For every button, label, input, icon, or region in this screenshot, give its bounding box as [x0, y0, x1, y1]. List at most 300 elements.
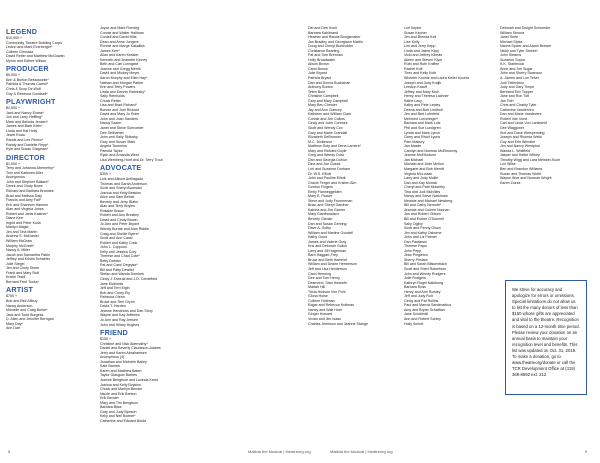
donor-name: Susan and Thomas Wolfe — [500, 171, 542, 176]
donor-name: Christine and Nick Abernathy* — [100, 341, 148, 346]
donor-name: Charles Jennison and Jeanne Stange — [308, 321, 368, 326]
donor-name: Kathe Lacy — [404, 98, 422, 103]
donor-name: Lori Kepler — [404, 26, 422, 30]
donor-name: Daniel and Beverly Claudeson-Adams — [100, 346, 161, 351]
donor-name: Thomas and Sarah Anderson — [100, 181, 147, 186]
donor-name: Ruth and Ruth Kniffen — [404, 62, 440, 67]
donor-name: Steve and Judy Frumerman — [308, 198, 353, 203]
donor-name: Holly Broadwater — [308, 57, 336, 62]
donor-name: Jacob and Samantha Pakin — [6, 252, 50, 257]
donor-name: Bertrand Eric Topper — [500, 89, 533, 94]
donor-name: Paul and Marcia Sandmarkus — [404, 303, 452, 308]
donor-name: David Reiter and Matthew McGowan — [6, 54, 65, 59]
donor-name: Mary Beu Chenier — [308, 103, 337, 108]
donor-name: Jeff and Judy Rult — [404, 294, 433, 299]
donor-name: Ann & Burton Bessolowitz* — [6, 77, 49, 82]
donor-name: Chuck and Marilyn Bender — [100, 387, 143, 392]
donor-name: Suzanne Sopra — [500, 57, 525, 62]
donor-name: Scott and Sheryl Avonsdel — [100, 186, 142, 191]
donor-name: Gary and Judy Bjorson — [100, 409, 137, 414]
donor-column-3 — [308, 26, 403, 326]
donor-name: Mary and Richard Doyle — [308, 148, 347, 153]
tier-amount: $150 + — [100, 337, 112, 342]
donor-name: Carol Henning — [308, 271, 331, 276]
tier-heading: ADVOCATE — [100, 163, 142, 173]
donor-name: Carolyn and Norman McElmurray — [404, 148, 458, 153]
donor-name: Jim and Brenda Kell — [404, 35, 437, 40]
page-number-right: 9 — [585, 449, 588, 454]
donor-name: Dee and Tom Henry — [308, 276, 340, 281]
donor-name: John and Liz Palmer — [404, 235, 437, 240]
donor-name: Rebecca Glenn — [100, 295, 125, 300]
donor-name: Margaret and Bob Merritt — [404, 166, 444, 171]
donor-name: Cheryl and Patti Mulsethy — [404, 185, 445, 190]
donor-name: Beverly and Jerry Blahs — [100, 199, 138, 204]
donor-name: Jonathan and Michelle Bailey — [100, 359, 147, 364]
donor-name: Bruce and Terri Glynn — [100, 299, 135, 304]
donor-name: Kathryn Rogel Nakibong — [404, 280, 443, 285]
donor-name: Joanne Bengtson and Lucinda Kerst — [100, 378, 158, 383]
donor-name: Julie Siegel — [6, 261, 25, 266]
donor-name: John and Joan Sanders — [100, 116, 138, 121]
donor-name: Jo Ann and Peter Bryant — [100, 222, 139, 227]
donor-name: Marilyn Magid — [6, 225, 29, 230]
donor-name: Beverly Gienier — [308, 216, 333, 221]
tier-amount: $10,000 + — [6, 36, 23, 40]
donor-name: Naomi Spicer and Aaron Brewer — [500, 44, 552, 49]
donor-name: Gracie Ferger and Kristen Alm — [308, 180, 357, 185]
donor-name: Anthony Burton — [308, 85, 333, 90]
donor-name: Jeff and Terri Elgin — [100, 286, 130, 291]
donor-name: John L. Coppock — [100, 245, 127, 250]
donor-name: Nicole and Erik Benton — [100, 391, 137, 396]
footer-text-right: Matilda the Musical | theatreorg.org — [330, 449, 393, 454]
donor-name: John and Wendy Rodgers — [404, 271, 446, 276]
donor-name: Kathleen and William Clark — [308, 112, 352, 117]
donor-name: David T. Harden — [100, 304, 126, 309]
donor-name: Dan Pawlawsi — [404, 239, 427, 244]
donor-name: Jeffrey and Kristin Schaefer — [6, 257, 51, 262]
donor-name: Julie Rodgers — [404, 276, 426, 281]
donor-name: Bernard Fred Tonks* — [6, 279, 39, 284]
donor-name: Guy & Rebecca Goodsell* — [6, 91, 48, 96]
donor-name: Dina and Joe Dusek — [308, 162, 341, 167]
donor-name: Cordell and David Hilts — [100, 35, 137, 40]
donor-name: Judi Tiefenbinn — [500, 80, 525, 85]
donor-name: Kyle and Susan Glagman* — [6, 147, 49, 152]
donor-name: Carl and Linda Von Lankweld — [500, 121, 547, 126]
donor-name: Christine Campbell — [308, 94, 339, 99]
donor-name: Dan and Marie Vandevere — [500, 112, 542, 117]
donor-name: Ann and Robert Schley — [404, 317, 441, 321]
donor-name: Carol Burow — [308, 66, 328, 71]
donor-name: Mark and Belinda Jensen* — [6, 119, 48, 124]
donor-name: Jeffrey and Mary Krull — [404, 89, 439, 94]
donor-name: Bill and Patty Dewiler — [100, 267, 134, 272]
donor-name: Bob and Corey Ely — [100, 290, 130, 295]
donor-name: Michelle and Craig Burke* — [6, 308, 48, 313]
donor-name: John and Pauline Elliott — [308, 176, 346, 181]
donor-name: Pam Mabury — [404, 139, 425, 144]
donor-name: Jim and Kathy Osborne — [404, 230, 442, 235]
donor-name: Susan Kepner — [404, 30, 427, 35]
tier-amount: $1,000 + — [6, 161, 21, 166]
donor-name: Jeanne McElhoburn — [404, 153, 436, 158]
tier-heading: LEGEND — [6, 27, 38, 36]
donor-name: Colleen Holtman — [308, 298, 335, 303]
donor-name: Gary and Susan Stark — [100, 139, 136, 144]
donor-name: Judy and Gary Timpe — [500, 85, 535, 90]
donor-name: Barbara Kahlbrand — [308, 30, 339, 35]
donor-name: Catherine Vanderven — [500, 107, 534, 112]
donor-name: Mary E. Flower — [308, 194, 333, 199]
donor-name: John Pepp — [404, 248, 422, 253]
donor-name: Holly Schott — [404, 321, 424, 326]
donor-name: Sherry Pimlaur — [404, 257, 428, 262]
donor-name: Wendy Burrak and Alan Riddle — [100, 227, 149, 232]
donor-name: Craig and Shellie Byers* — [100, 231, 139, 236]
donor-name: Frank and Mary Stoll — [6, 270, 40, 275]
donor-name: Melanie and Michael Newberg — [404, 198, 453, 203]
donor-name: James and Barb Klein* — [6, 124, 43, 129]
page-gutter — [300, 0, 301, 463]
donor-name: Richard and Barbara Brandes — [6, 188, 54, 193]
donor-name: Anonymous — [6, 175, 25, 180]
donor-name: Nancy Anderson — [6, 303, 33, 308]
donor-name: Chuck Reiter — [100, 98, 121, 103]
donor-name: Connie and Walter Hallman — [100, 30, 144, 35]
donor-name: Amy and Bryan Schaffran — [404, 307, 445, 312]
donor-name: Julie Bryant — [308, 71, 327, 76]
donor-name: John and Hillary Hughes — [100, 322, 140, 327]
donor-name: Ronnie and Marge Kakalikis — [100, 44, 145, 49]
tier-heading: DIRECTOR — [6, 152, 46, 162]
donor-name: Jeannie and Coleen Noonan — [404, 207, 450, 212]
donor-name: Nathan and Morgan Parker — [100, 80, 144, 85]
tier-amount: $5,000 + — [6, 73, 21, 78]
donor-name: James and Valerie Gray — [308, 239, 347, 244]
donor-name: Community Theatre Building Corps — [6, 40, 62, 45]
donor-name: Jan Toth — [500, 98, 514, 103]
donor-name: Bill and Esther O'Donnell — [404, 216, 444, 221]
donor-name: Chris and Charity Tyler — [500, 103, 537, 108]
donor-name: Joseph and Jody Krajik — [404, 80, 442, 85]
donor-name: Vivian and Jim Isaac — [308, 317, 341, 321]
donor-name: Karen and Matthew Baten — [100, 368, 142, 373]
donor-name: Vicki and Jeffrey Klimas — [404, 53, 443, 58]
donor-name: Chris & Scop De Wolf — [6, 87, 41, 92]
donor-name: Jim and Nancy Westphal — [500, 144, 540, 149]
donor-name: Janet and Steve Schroeder — [100, 126, 144, 131]
donor-column-1 — [6, 26, 96, 331]
donor-name: Robert and Ann Brestley — [100, 213, 139, 218]
donor-name: Dave A. Golby — [308, 226, 331, 231]
page-number-left: 8 — [8, 449, 11, 454]
donor-name: Therese Papa — [404, 244, 427, 249]
donor-name: James Kerr* — [100, 48, 120, 53]
donor-name: Francis and Amy Fall* — [6, 198, 41, 203]
donor-name: Randy and Danielle Repp* — [6, 142, 49, 147]
donor-name: Doug and Cheryl Burkholder — [308, 44, 354, 49]
donor-name: Heather and Randa Bongsmaker — [308, 35, 361, 40]
donor-name: Andrew S. McDaniel — [6, 234, 39, 239]
donor-name: K.K. Stanbrook — [500, 62, 525, 67]
donor-name: Alison Brown — [308, 62, 329, 67]
donor-name: Dan and Georgia Dufour — [308, 157, 348, 162]
donor-name: Diane Kerr — [6, 216, 24, 221]
donor-name: Patricia Bryant — [308, 76, 332, 81]
donor-name: Timothy Wigg and Lara Meinzer-Koch — [500, 157, 561, 162]
donor-name: Dan and Kay Monick — [404, 180, 438, 185]
donor-name: John and Sally Skilosky — [100, 135, 138, 140]
donor-name: Bruce and Beth Hammel — [308, 257, 348, 262]
donor-name: Kathy Good — [308, 235, 327, 240]
donor-name: Henry and Ann Rowley — [404, 289, 441, 294]
donor-name: Lise Kelly — [404, 39, 420, 44]
donor-name: Rands and Lee Renko* — [6, 137, 44, 142]
donor-name: Deborah and Dwight Schroeder — [500, 26, 551, 30]
donor-name: Lisa Wemberg-Hunt and Dr. Terry Trout — [100, 157, 163, 162]
donor-name: Brad and Melissa Daly — [6, 193, 42, 198]
donor-name: Tina and Judi Mulvilles — [404, 189, 441, 194]
donor-name: Jewel Ruda — [6, 133, 25, 138]
donor-name: Eric and Shannon Hansen — [6, 202, 48, 207]
donor-name: Jasper and Hettie Wilkey — [500, 153, 540, 158]
donor-name: Beth and Carl Lonngard — [100, 62, 139, 67]
donor-name: Murphy McGrath* — [6, 243, 35, 248]
donor-name: Anne and Jim Sugar — [500, 66, 533, 71]
donor-name: Joanne and Gregg Merrik — [100, 66, 141, 71]
donor-name: Wheeler Koontz and Laura Keller Koontz — [404, 76, 470, 81]
donor-name: Michael and Jean Mellon — [404, 162, 444, 167]
donor-name: Kenneth and Jeanette Kinney — [100, 57, 148, 62]
donor-name: Ingrid and Peter Kulla — [6, 220, 41, 225]
donor-name: Jan Maslin — [404, 144, 422, 149]
donor-name: Phil and Sue Lundgren — [404, 126, 441, 131]
donor-name: Theo and Kelly Kolb — [404, 71, 437, 76]
donor-name: Jeff and Lisa Henderson — [308, 266, 347, 271]
donor-name: LeeAnn Krauff — [404, 85, 427, 90]
donor-column-2 — [100, 26, 196, 423]
donor-name: Mary Gianfrancisco — [308, 212, 339, 217]
donor-column-4 — [404, 26, 499, 326]
donor-name: Luis and Allison Arellagado — [100, 177, 143, 181]
donor-name: Alan and Terry Boyles — [100, 204, 135, 209]
donor-name: Rachel Kolf — [404, 66, 423, 71]
donor-name: Deb Seilhamer — [100, 130, 124, 135]
donor-name: Therese and Chad Cote* — [100, 254, 140, 259]
donor-name: A. James and Lori Teber — [500, 76, 539, 81]
donor-name: Joseph and Rhonda Wells — [500, 135, 542, 140]
donor-name: Sue and Dave Weispenning — [500, 130, 545, 135]
donor-name: Kris and Deborah Gulick — [308, 244, 347, 249]
donor-name: Jim and Tina Martin — [6, 229, 38, 234]
donor-name: Jack and Nancy Evans* — [6, 110, 44, 115]
donor-name: Nancy A. Miller — [6, 248, 30, 253]
donor-name: Scott and Sheri Robertson — [404, 266, 447, 271]
donor-name: Robert and Janis Kastner* — [6, 211, 48, 216]
donor-name: Mary and Tim Bengtson — [100, 400, 138, 405]
donor-name: Colleen Grenada — [6, 49, 34, 54]
donor-column-5 — [500, 26, 596, 185]
donor-name: Janet Serle — [500, 35, 519, 40]
donor-name: Dee Waggoner — [500, 126, 525, 131]
donor-name: Aileen and Steven Klym — [404, 57, 443, 62]
donor-name: William McGraw — [6, 238, 32, 243]
donor-name: Lori and Suzanne Durham — [308, 166, 350, 171]
donor-name: Catherine and Edward Bolda — [100, 418, 146, 423]
donor-name: Jan Michael — [404, 157, 424, 162]
donor-name: Kathy and Pete Lepley — [404, 103, 441, 108]
donor-name: Joyce and Mark Fleming — [100, 26, 140, 30]
donor-name: Virginia McLoviak — [404, 171, 433, 176]
donor-name: Erik Bender — [100, 396, 119, 401]
donor-name: Lori and Jerry Kepp — [404, 44, 436, 49]
donor-name: Jerry and Karen Abrahamsen — [100, 350, 147, 355]
donor-name: Jay and Ann Clancey — [308, 107, 342, 112]
tier-heading: PRODUCER — [6, 64, 49, 74]
donor-name: Jim and Cindy Stone — [6, 266, 40, 271]
donor-name: Jane Eickhoss — [100, 281, 124, 286]
donor-name: Mehmed Lorvelinger* — [404, 116, 439, 121]
donor-name: Myron and Esther Wilson — [6, 58, 47, 63]
donor-name: Jack and Todd Burgess — [6, 312, 44, 317]
donor-name: Teten Bure — [308, 89, 326, 94]
tier-heading: PLAYWRIGHT — [6, 97, 56, 107]
donor-name: Lori Wilke — [500, 162, 516, 167]
donor-name: Jane and Ron Tott — [500, 94, 530, 99]
tier-heading: FRIEND — [100, 328, 128, 338]
donor-name: Ryan and Amanda West — [100, 153, 139, 158]
donor-name: Guy and Erin Wendler — [500, 139, 536, 144]
donor-name: Tricia Hudson Von Pohl — [308, 289, 346, 294]
donor-name: Larry and Judy Mollie — [404, 176, 439, 181]
donor-name: Wayne and Kay Jefferies — [100, 313, 140, 318]
donor-name: Katrina and Jim Garner — [308, 207, 346, 212]
donor-name: Scott and Penny Olson — [404, 226, 441, 231]
donor-name: Jean Pingleton — [404, 253, 428, 258]
donor-name: Gordon Fingers — [308, 185, 333, 190]
donor-name: Tom and Kathleen Aller — [6, 170, 43, 175]
donor-name: Jo Ann and Ray Jensen — [100, 317, 138, 322]
donor-name: Betty Dahlan — [100, 258, 121, 263]
donor-name: Michael Sipka — [500, 39, 523, 44]
donor-name: Alice and Sam Bethel — [100, 195, 135, 200]
donor-name: Dr. W.S. Elliott — [308, 171, 331, 176]
donor-name: John Stearns — [500, 53, 522, 58]
donor-name: Henry and Theresa Lachner — [404, 94, 449, 99]
donor-name: Matthew Doty and Dena Lamers* — [308, 144, 361, 149]
donor-name: Lynda and Mark Lynch — [404, 130, 441, 135]
donor-name: Deena and Bob Lindholt — [404, 107, 443, 112]
donor-note-text: We strive for accuracy and apologize for errors or omissions. Special limitations do not allow us to list the many donors of less than $150 whose gifts are appreciated and vital to the theatre. Recognition is based on a 12-month time period. Please review your donation on an annual basis to maintain your recognition level and benefits. This list was updated on Oct. 31, 2019. To make a donation, go to www.theatreorg/donate or call the TCR Development Office at (319) 366-8592 ext. 212 — [512, 287, 580, 378]
donor-name: Nancy and Steve Narkiman — [404, 194, 448, 199]
donor-name: David and Mary Jo Ruler — [100, 112, 140, 117]
donor-name: Desmond, Stan Hesketh — [308, 280, 347, 285]
donor-name: William Serona — [500, 30, 525, 35]
donor-name: Karen Zozza — [500, 180, 521, 185]
donor-name: Emily Flanneggelden — [308, 189, 342, 194]
donor-name: Anonymous (4) — [100, 355, 125, 360]
donor-name: Kristie Tesdi — [6, 275, 26, 280]
donor-name: Ben and Brandon Williams — [500, 166, 543, 171]
donor-name: Jim and Bert Lohnfeld — [404, 112, 439, 117]
donor-name: Derek and Cindy Bowe — [6, 184, 43, 189]
donor-name: Dean and Anne Jungers — [100, 39, 139, 44]
donor-name: Brian and Sheryl Gardner — [308, 203, 349, 208]
donor-name: Ginger Howard — [308, 312, 333, 317]
donor-name: Scott and Ann Cassi — [100, 236, 133, 241]
donor-name: Scott and Wendy Cox — [308, 126, 343, 131]
donor-name: Angela Taorminn — [100, 144, 127, 149]
donor-name: Dan and Susan Gehring — [308, 221, 347, 226]
donor-name: Pamela Taylor — [100, 148, 123, 153]
donor-name: Elizabeth DeBrunner — [308, 135, 342, 140]
tier-amount: $300 + — [100, 172, 112, 177]
donor-name: Kate Barnes — [100, 364, 120, 369]
donor-name: Linda and Dennis Raborsky* — [100, 89, 146, 94]
tier-amount: $2,500 + — [6, 106, 21, 111]
donor-name: Alan and Virginia Jones — [6, 207, 44, 212]
donor-name: Bonnie and Joel Rickard — [100, 107, 139, 112]
donor-name: Edgar and Rebecca Holtman — [308, 303, 355, 308]
tier-heading: ARTIST — [6, 285, 34, 295]
donor-name: Mariah Hill — [308, 285, 325, 290]
donor-name: M.C. Dickinson — [308, 139, 333, 144]
donor-name: Mary Day* — [6, 321, 23, 326]
donor-name: Bill and Cathy Nemoth* — [404, 203, 442, 208]
donor-name: Erin and Terry Powers — [100, 85, 136, 90]
donor-name: William and Deane Hermerson — [308, 262, 357, 267]
donor-name: Cindy and Pat Rollins — [404, 298, 439, 303]
donor-name: Jon and Larry Heffling* — [6, 115, 43, 120]
donor-name: Rosalee Braun — [100, 208, 124, 213]
donor-name: Robert Van Vorst — [500, 116, 528, 121]
donor-name: Bob and Bek Alfbuy — [6, 299, 38, 304]
donor-name: Pat and Tom Brennan — [308, 53, 343, 58]
donor-name: Ann Darr — [6, 326, 21, 331]
donor-name: Cindy and John Connors — [308, 121, 348, 126]
donor-name: Lisa and Brad Richard* — [100, 103, 137, 108]
donor-name: Garry and Rivoll Lyons — [404, 135, 441, 140]
donor-name: Wanda L. Whitfield — [500, 148, 531, 153]
donor-name: David and Mickey Meyer — [100, 71, 140, 76]
donor-name: David and Cindy Brown — [100, 217, 138, 222]
donor-name: Sally Reinholds — [100, 94, 125, 99]
donor-name: Barb Haggart-Frey — [308, 253, 338, 258]
donor-name: Linda and Jaime Kipp — [404, 48, 439, 53]
donor-name: Bill and Sarah Blissenbach — [404, 262, 447, 267]
donor-name: Barbara Bliss — [100, 405, 122, 410]
donor-name: Kelly and Jessica Cory — [100, 249, 137, 254]
donor-name: Nancy Sazen — [100, 121, 122, 126]
donor-name: Sally Ogilvy — [404, 221, 423, 226]
donor-name: John and Stephen Ballard* — [6, 179, 49, 184]
donor-name: Gary and Marie Crandall — [308, 130, 348, 135]
donor-name: Stefan and Wanda Dombek — [100, 272, 145, 277]
donor-name: Jan and Robert Ohlsen — [404, 212, 441, 217]
donor-name: Cindy J. Dvorak and J.D. Cerdefield — [100, 277, 158, 282]
donor-name: William and Martine Goodell — [308, 230, 353, 235]
donor-name: Jeanne Hendricks and Dan Story — [100, 308, 153, 313]
donor-name: John and Sherry Swanson — [500, 71, 543, 76]
donor-name: Kelly and Neil Boebel* — [100, 414, 136, 419]
donor-note-box — [505, 280, 587, 395]
donor-name: Jane Schildmill — [404, 312, 428, 317]
donor-name: Dan and Donna Buchanan — [308, 80, 351, 85]
donor-name: Allan and Karen Kessler — [100, 53, 139, 58]
donor-name: Nancy and Walt Horn — [308, 307, 343, 312]
